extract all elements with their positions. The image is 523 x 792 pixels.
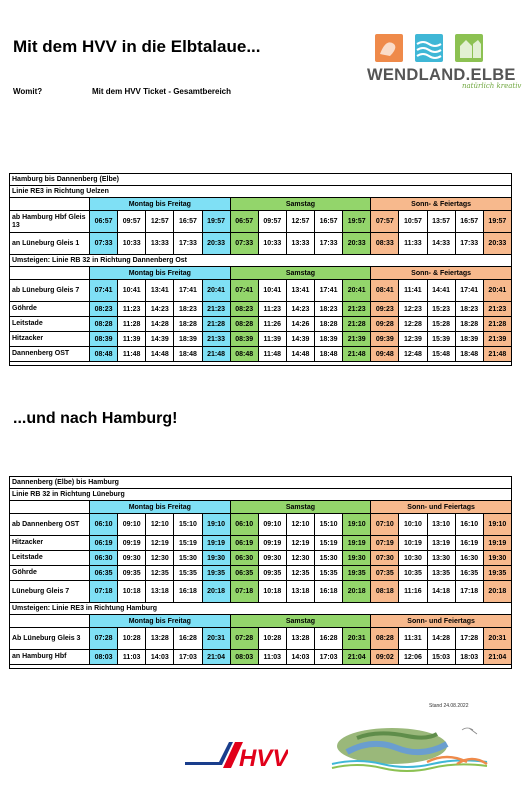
river-landscape-icon xyxy=(327,724,507,772)
transfer-heading-row xyxy=(10,255,512,267)
departure-time: 20:33 xyxy=(202,233,230,255)
departure-time: 07:30 xyxy=(371,551,399,566)
departure-time: 18:23 xyxy=(315,302,343,317)
departure-time: 10:19 xyxy=(399,536,427,551)
day-group-header: Samstag xyxy=(230,198,371,211)
table-title: Hamburg bis Dannenberg (Elbe) xyxy=(10,174,512,186)
departure-time: 12:19 xyxy=(146,536,174,551)
departure-time: 07:57 xyxy=(371,211,399,233)
station-name: ab Dannenberg OST xyxy=(10,514,90,536)
transfer-heading: Umsteigen: Linie RE3 in Richtung Hamburg xyxy=(10,603,512,615)
departure-time: 21:28 xyxy=(202,317,230,332)
departure-time: 14:18 xyxy=(427,581,455,603)
departure-time: 11:16 xyxy=(399,581,427,603)
station-name: Hitzacker xyxy=(10,536,90,551)
departure-time: 11:31 xyxy=(399,628,427,650)
departure-time: 09:39 xyxy=(371,332,399,347)
departure-time: 16:57 xyxy=(455,211,483,233)
departure-time: 15:35 xyxy=(174,566,202,581)
departure-time: 09:28 xyxy=(371,317,399,332)
departure-time: 16:28 xyxy=(315,628,343,650)
table-title-row xyxy=(10,477,512,489)
departure-time: 19:57 xyxy=(343,211,371,233)
departure-time: 08:03 xyxy=(90,650,118,665)
departure-time: 18:48 xyxy=(455,347,483,362)
table-row xyxy=(10,233,512,255)
day-group-blank xyxy=(10,267,90,280)
departure-time: 13:57 xyxy=(427,211,455,233)
departure-time: 21:04 xyxy=(202,650,230,665)
transfer-heading-row xyxy=(10,603,512,615)
departure-time: 12:30 xyxy=(146,551,174,566)
departure-time: 15:19 xyxy=(174,536,202,551)
departure-time: 10:18 xyxy=(118,581,146,603)
table-row xyxy=(10,536,512,551)
departure-time: 14:48 xyxy=(286,347,314,362)
departure-time: 18:23 xyxy=(455,302,483,317)
departure-time: 18:48 xyxy=(174,347,202,362)
departure-time: 15:35 xyxy=(315,566,343,581)
departure-time: 06:35 xyxy=(230,566,258,581)
departure-time: 19:30 xyxy=(202,551,230,566)
departure-time: 12:23 xyxy=(399,302,427,317)
departure-time: 19:35 xyxy=(343,566,371,581)
departure-time: 18:48 xyxy=(315,347,343,362)
departure-time: 08:23 xyxy=(90,302,118,317)
departure-time: 17:33 xyxy=(455,233,483,255)
day-group-header-row xyxy=(10,501,512,514)
departure-time: 17:41 xyxy=(455,280,483,302)
departure-time: 21:04 xyxy=(483,650,511,665)
departure-time: 11:39 xyxy=(258,332,286,347)
departure-time: 19:10 xyxy=(343,514,371,536)
logo-tagline: natürlich kreativ xyxy=(462,82,522,90)
departure-time: 07:28 xyxy=(90,628,118,650)
page-title: Mit dem HVV in die Elbtalaue... xyxy=(13,37,261,56)
departure-time: 11:03 xyxy=(258,650,286,665)
station-name: ab Hamburg Hbf Gleis 13 xyxy=(10,211,90,233)
departure-time: 16:57 xyxy=(315,211,343,233)
departure-time: 17:33 xyxy=(315,233,343,255)
departure-time: 16:19 xyxy=(455,536,483,551)
departure-time: 07:35 xyxy=(371,566,399,581)
logo-text: WENDLAND.ELBE xyxy=(367,66,516,84)
departure-time: 07:10 xyxy=(371,514,399,536)
departure-time: 11:26 xyxy=(258,317,286,332)
departure-time: 07:28 xyxy=(230,628,258,650)
station-name: Göhrde xyxy=(10,566,90,581)
departure-time: 10:33 xyxy=(118,233,146,255)
departure-time: 19:35 xyxy=(202,566,230,581)
day-group-header: Samstag xyxy=(230,615,371,628)
departure-time: 06:30 xyxy=(230,551,258,566)
table-title: Dannenberg (Elbe) bis Hamburg xyxy=(10,477,512,489)
departure-time: 17:18 xyxy=(455,581,483,603)
departure-time: 09:23 xyxy=(371,302,399,317)
departure-time: 06:19 xyxy=(230,536,258,551)
departure-time: 11:03 xyxy=(118,650,146,665)
departure-time: 07:33 xyxy=(90,233,118,255)
line-heading: Linie RE3 in Richtung Uelzen xyxy=(10,186,512,198)
departure-time: 21:39 xyxy=(343,332,371,347)
table-row xyxy=(10,581,512,603)
departure-time: 10:35 xyxy=(399,566,427,581)
departure-time: 18:39 xyxy=(174,332,202,347)
table-row xyxy=(10,650,512,665)
departure-time: 21:28 xyxy=(483,317,511,332)
departure-time: 13:33 xyxy=(286,233,314,255)
departure-time: 08:39 xyxy=(230,332,258,347)
departure-time: 18:28 xyxy=(315,317,343,332)
departure-time: 15:19 xyxy=(315,536,343,551)
departure-time: 15:03 xyxy=(427,650,455,665)
departure-time: 14:23 xyxy=(286,302,314,317)
day-group-header: Sonn- & Feiertags xyxy=(371,267,512,280)
departure-time: 09:02 xyxy=(371,650,399,665)
departure-time: 13:33 xyxy=(146,233,174,255)
womit-label: Womit? xyxy=(13,87,43,96)
departure-time: 17:41 xyxy=(315,280,343,302)
departure-time: 15:10 xyxy=(174,514,202,536)
day-group-header: Sonn- und Feiertags xyxy=(371,501,512,514)
departure-time: 09:19 xyxy=(258,536,286,551)
day-group-blank xyxy=(10,501,90,514)
departure-time: 20:31 xyxy=(202,628,230,650)
line-heading-row xyxy=(10,489,512,501)
departure-time: 10:41 xyxy=(258,280,286,302)
departure-time: 20:41 xyxy=(483,280,511,302)
departure-time: 09:35 xyxy=(118,566,146,581)
departure-time: 14:23 xyxy=(146,302,174,317)
day-group-header: Sonn- & Feiertags xyxy=(371,198,512,211)
departure-time: 15:28 xyxy=(427,317,455,332)
day-group-header: Montag bis Freitag xyxy=(90,267,231,280)
departure-time: 10:28 xyxy=(258,628,286,650)
departure-time: 20:18 xyxy=(202,581,230,603)
departure-time: 16:30 xyxy=(455,551,483,566)
departure-time: 20:41 xyxy=(343,280,371,302)
departure-time: 18:39 xyxy=(315,332,343,347)
table-row xyxy=(10,628,512,650)
departure-time: 10:30 xyxy=(399,551,427,566)
departure-time: 06:57 xyxy=(230,211,258,233)
departure-time: 20:41 xyxy=(202,280,230,302)
station-name: Leitstade xyxy=(10,317,90,332)
departure-time: 06:35 xyxy=(90,566,118,581)
departure-time: 17:03 xyxy=(315,650,343,665)
table-row xyxy=(10,302,512,317)
table-row xyxy=(10,347,512,362)
return-heading: ...und nach Hamburg! xyxy=(13,410,178,427)
departure-time: 13:18 xyxy=(286,581,314,603)
departure-time: 14:03 xyxy=(286,650,314,665)
departure-time: 19:19 xyxy=(202,536,230,551)
departure-time: 12:30 xyxy=(286,551,314,566)
table-row xyxy=(10,332,512,347)
departure-time: 15:30 xyxy=(174,551,202,566)
departure-time: 14:28 xyxy=(146,317,174,332)
departure-time: 19:30 xyxy=(343,551,371,566)
departure-time: 19:30 xyxy=(483,551,511,566)
departure-time: 16:57 xyxy=(174,211,202,233)
departure-time: 09:10 xyxy=(258,514,286,536)
table-row xyxy=(10,566,512,581)
departure-time: 09:30 xyxy=(258,551,286,566)
departure-time: 14:28 xyxy=(427,628,455,650)
departure-time: 20:31 xyxy=(343,628,371,650)
departure-time: 08:28 xyxy=(90,317,118,332)
departure-time: 14:03 xyxy=(146,650,174,665)
departure-time: 11:23 xyxy=(118,302,146,317)
departure-time: 12:35 xyxy=(146,566,174,581)
departure-time: 06:19 xyxy=(90,536,118,551)
departure-time: 18:28 xyxy=(174,317,202,332)
departure-time: 17:41 xyxy=(174,280,202,302)
departure-time: 07:18 xyxy=(90,581,118,603)
day-group-header: Montag bis Freitag xyxy=(90,198,231,211)
station-name: an Hamburg Hbf xyxy=(10,650,90,665)
spacer xyxy=(10,665,512,669)
departure-time: 12:39 xyxy=(399,332,427,347)
departure-time: 17:03 xyxy=(174,650,202,665)
departure-time: 16:35 xyxy=(455,566,483,581)
departure-time: 08:28 xyxy=(371,628,399,650)
departure-time: 09:19 xyxy=(118,536,146,551)
departure-time: 13:10 xyxy=(427,514,455,536)
departure-time: 11:41 xyxy=(399,280,427,302)
departure-time: 14:26 xyxy=(286,317,314,332)
departure-time: 18:39 xyxy=(455,332,483,347)
departure-time: 11:48 xyxy=(258,347,286,362)
departure-time: 17:28 xyxy=(455,628,483,650)
departure-time: 06:10 xyxy=(230,514,258,536)
departure-time: 12:35 xyxy=(286,566,314,581)
departure-time: 11:48 xyxy=(118,347,146,362)
station-name: Göhrde xyxy=(10,302,90,317)
departure-time: 07:41 xyxy=(90,280,118,302)
departure-time: 10:28 xyxy=(118,628,146,650)
departure-time: 16:28 xyxy=(174,628,202,650)
spacer xyxy=(10,362,512,366)
departure-time: 20:18 xyxy=(483,581,511,603)
departure-time: 14:39 xyxy=(146,332,174,347)
departure-time: 18:03 xyxy=(455,650,483,665)
departure-time: 10:41 xyxy=(118,280,146,302)
departure-time: 12:57 xyxy=(286,211,314,233)
departure-time: 19:10 xyxy=(202,514,230,536)
svg-text:HVV: HVV xyxy=(239,745,288,772)
departure-time: 19:10 xyxy=(483,514,511,536)
departure-time: 14:39 xyxy=(286,332,314,347)
departure-time: 16:10 xyxy=(455,514,483,536)
table-row xyxy=(10,514,512,536)
departure-time: 10:18 xyxy=(258,581,286,603)
station-name: an Lüneburg Gleis 1 xyxy=(10,233,90,255)
station-name: Lüneburg Gleis 7 xyxy=(10,581,90,603)
departure-time: 10:10 xyxy=(399,514,427,536)
departure-time: 14:41 xyxy=(427,280,455,302)
day-group-header-row xyxy=(10,267,512,280)
hvv-logo-icon xyxy=(183,738,288,772)
departure-time: 13:18 xyxy=(146,581,174,603)
timetable-hamburg-dannenberg xyxy=(9,173,512,366)
departure-time: 11:39 xyxy=(118,332,146,347)
table-row xyxy=(10,211,512,233)
departure-time: 06:10 xyxy=(90,514,118,536)
departure-time: 18:23 xyxy=(174,302,202,317)
departure-time: 06:57 xyxy=(90,211,118,233)
departure-time: 15:10 xyxy=(315,514,343,536)
departure-time: 12:06 xyxy=(399,650,427,665)
departure-time: 21:33 xyxy=(202,332,230,347)
departure-time: 21:04 xyxy=(343,650,371,665)
departure-time: 13:35 xyxy=(427,566,455,581)
departure-time: 15:39 xyxy=(427,332,455,347)
departure-time: 07:18 xyxy=(230,581,258,603)
departure-time: 21:28 xyxy=(343,317,371,332)
departure-time: 16:18 xyxy=(174,581,202,603)
station-name: Leitstade xyxy=(10,551,90,566)
departure-time: 11:28 xyxy=(118,317,146,332)
departure-time: 21:39 xyxy=(483,332,511,347)
departure-time: 08:39 xyxy=(90,332,118,347)
departure-time: 15:48 xyxy=(427,347,455,362)
departure-time: 09:35 xyxy=(258,566,286,581)
departure-time: 11:23 xyxy=(258,302,286,317)
departure-time: 09:10 xyxy=(118,514,146,536)
station-name: ab Lüneburg Gleis 7 xyxy=(10,280,90,302)
departure-time: 12:57 xyxy=(146,211,174,233)
departure-time: 21:23 xyxy=(202,302,230,317)
departure-time: 19:19 xyxy=(483,536,511,551)
departure-time: 12:10 xyxy=(146,514,174,536)
departure-time: 13:28 xyxy=(286,628,314,650)
departure-time: 19:57 xyxy=(202,211,230,233)
departure-time: 08:03 xyxy=(230,650,258,665)
departure-time: 08:48 xyxy=(90,347,118,362)
departure-time: 07:41 xyxy=(230,280,258,302)
departure-time: 13:41 xyxy=(286,280,314,302)
table-row xyxy=(10,317,512,332)
departure-time: 12:19 xyxy=(286,536,314,551)
line-heading: Linie RB 32 in Richtung Lüneburg xyxy=(10,489,512,501)
day-group-header: Samstag xyxy=(230,267,371,280)
day-group-header: Samstag xyxy=(230,501,371,514)
departure-time: 14:33 xyxy=(427,233,455,255)
day-group-blank xyxy=(10,198,90,211)
station-name: Hitzacker xyxy=(10,332,90,347)
day-group-header: Sonn- und Feiertags xyxy=(371,615,512,628)
day-group-blank xyxy=(10,615,90,628)
departure-time: 21:23 xyxy=(483,302,511,317)
day-group-header-row xyxy=(10,615,512,628)
departure-time: 21:23 xyxy=(343,302,371,317)
table-title-row xyxy=(10,174,512,186)
departure-time: 16:18 xyxy=(315,581,343,603)
womit-value: Mit dem HVV Ticket - Gesamtbereich xyxy=(92,87,232,96)
departure-time: 20:31 xyxy=(483,628,511,650)
departure-time: 06:30 xyxy=(90,551,118,566)
departure-time: 09:57 xyxy=(118,211,146,233)
departure-time: 20:33 xyxy=(483,233,511,255)
departure-time: 14:48 xyxy=(146,347,174,362)
departure-time: 21:48 xyxy=(483,347,511,362)
table-row xyxy=(10,551,512,566)
departure-time: 21:48 xyxy=(343,347,371,362)
day-group-header: Montag bis Freitag xyxy=(90,501,231,514)
day-group-header-row xyxy=(10,198,512,211)
departure-time: 13:19 xyxy=(427,536,455,551)
departure-time: 19:35 xyxy=(483,566,511,581)
departure-time: 20:18 xyxy=(343,581,371,603)
station-name: Ab Lüneburg Gleis 3 xyxy=(10,628,90,650)
station-name: Dannenberg OST xyxy=(10,347,90,362)
departure-time: 19:19 xyxy=(343,536,371,551)
line-heading-row xyxy=(10,186,512,198)
timetable-dannenberg-hamburg xyxy=(9,476,512,669)
departure-time: 21:48 xyxy=(202,347,230,362)
departure-time: 08:41 xyxy=(371,280,399,302)
departure-time: 19:57 xyxy=(483,211,511,233)
departure-time: 18:28 xyxy=(455,317,483,332)
departure-time: 10:33 xyxy=(258,233,286,255)
departure-time: 12:48 xyxy=(399,347,427,362)
departure-time: 07:33 xyxy=(230,233,258,255)
day-group-header: Montag bis Freitag xyxy=(90,615,231,628)
departure-time: 08:28 xyxy=(230,317,258,332)
transfer-heading: Umsteigen: Linie RB 32 in Richtung Dannenberg Ost xyxy=(10,255,512,267)
departure-time: 08:48 xyxy=(230,347,258,362)
departure-time: 20:33 xyxy=(343,233,371,255)
departure-time: 17:33 xyxy=(174,233,202,255)
table-row xyxy=(10,280,512,302)
departure-time: 08:23 xyxy=(230,302,258,317)
departure-time: 13:30 xyxy=(427,551,455,566)
stand-date: Stand 24.08.2022 xyxy=(429,703,469,709)
departure-time: 15:23 xyxy=(427,302,455,317)
departure-time: 07:19 xyxy=(371,536,399,551)
departure-time: 13:28 xyxy=(146,628,174,650)
departure-time: 15:30 xyxy=(315,551,343,566)
departure-time: 09:57 xyxy=(258,211,286,233)
departure-time: 09:30 xyxy=(118,551,146,566)
departure-time: 08:33 xyxy=(371,233,399,255)
departure-time: 11:33 xyxy=(399,233,427,255)
departure-time: 13:41 xyxy=(146,280,174,302)
departure-time: 10:57 xyxy=(399,211,427,233)
departure-time: 08:18 xyxy=(371,581,399,603)
departure-time: 09:48 xyxy=(371,347,399,362)
departure-time: 12:10 xyxy=(286,514,314,536)
departure-time: 12:28 xyxy=(399,317,427,332)
